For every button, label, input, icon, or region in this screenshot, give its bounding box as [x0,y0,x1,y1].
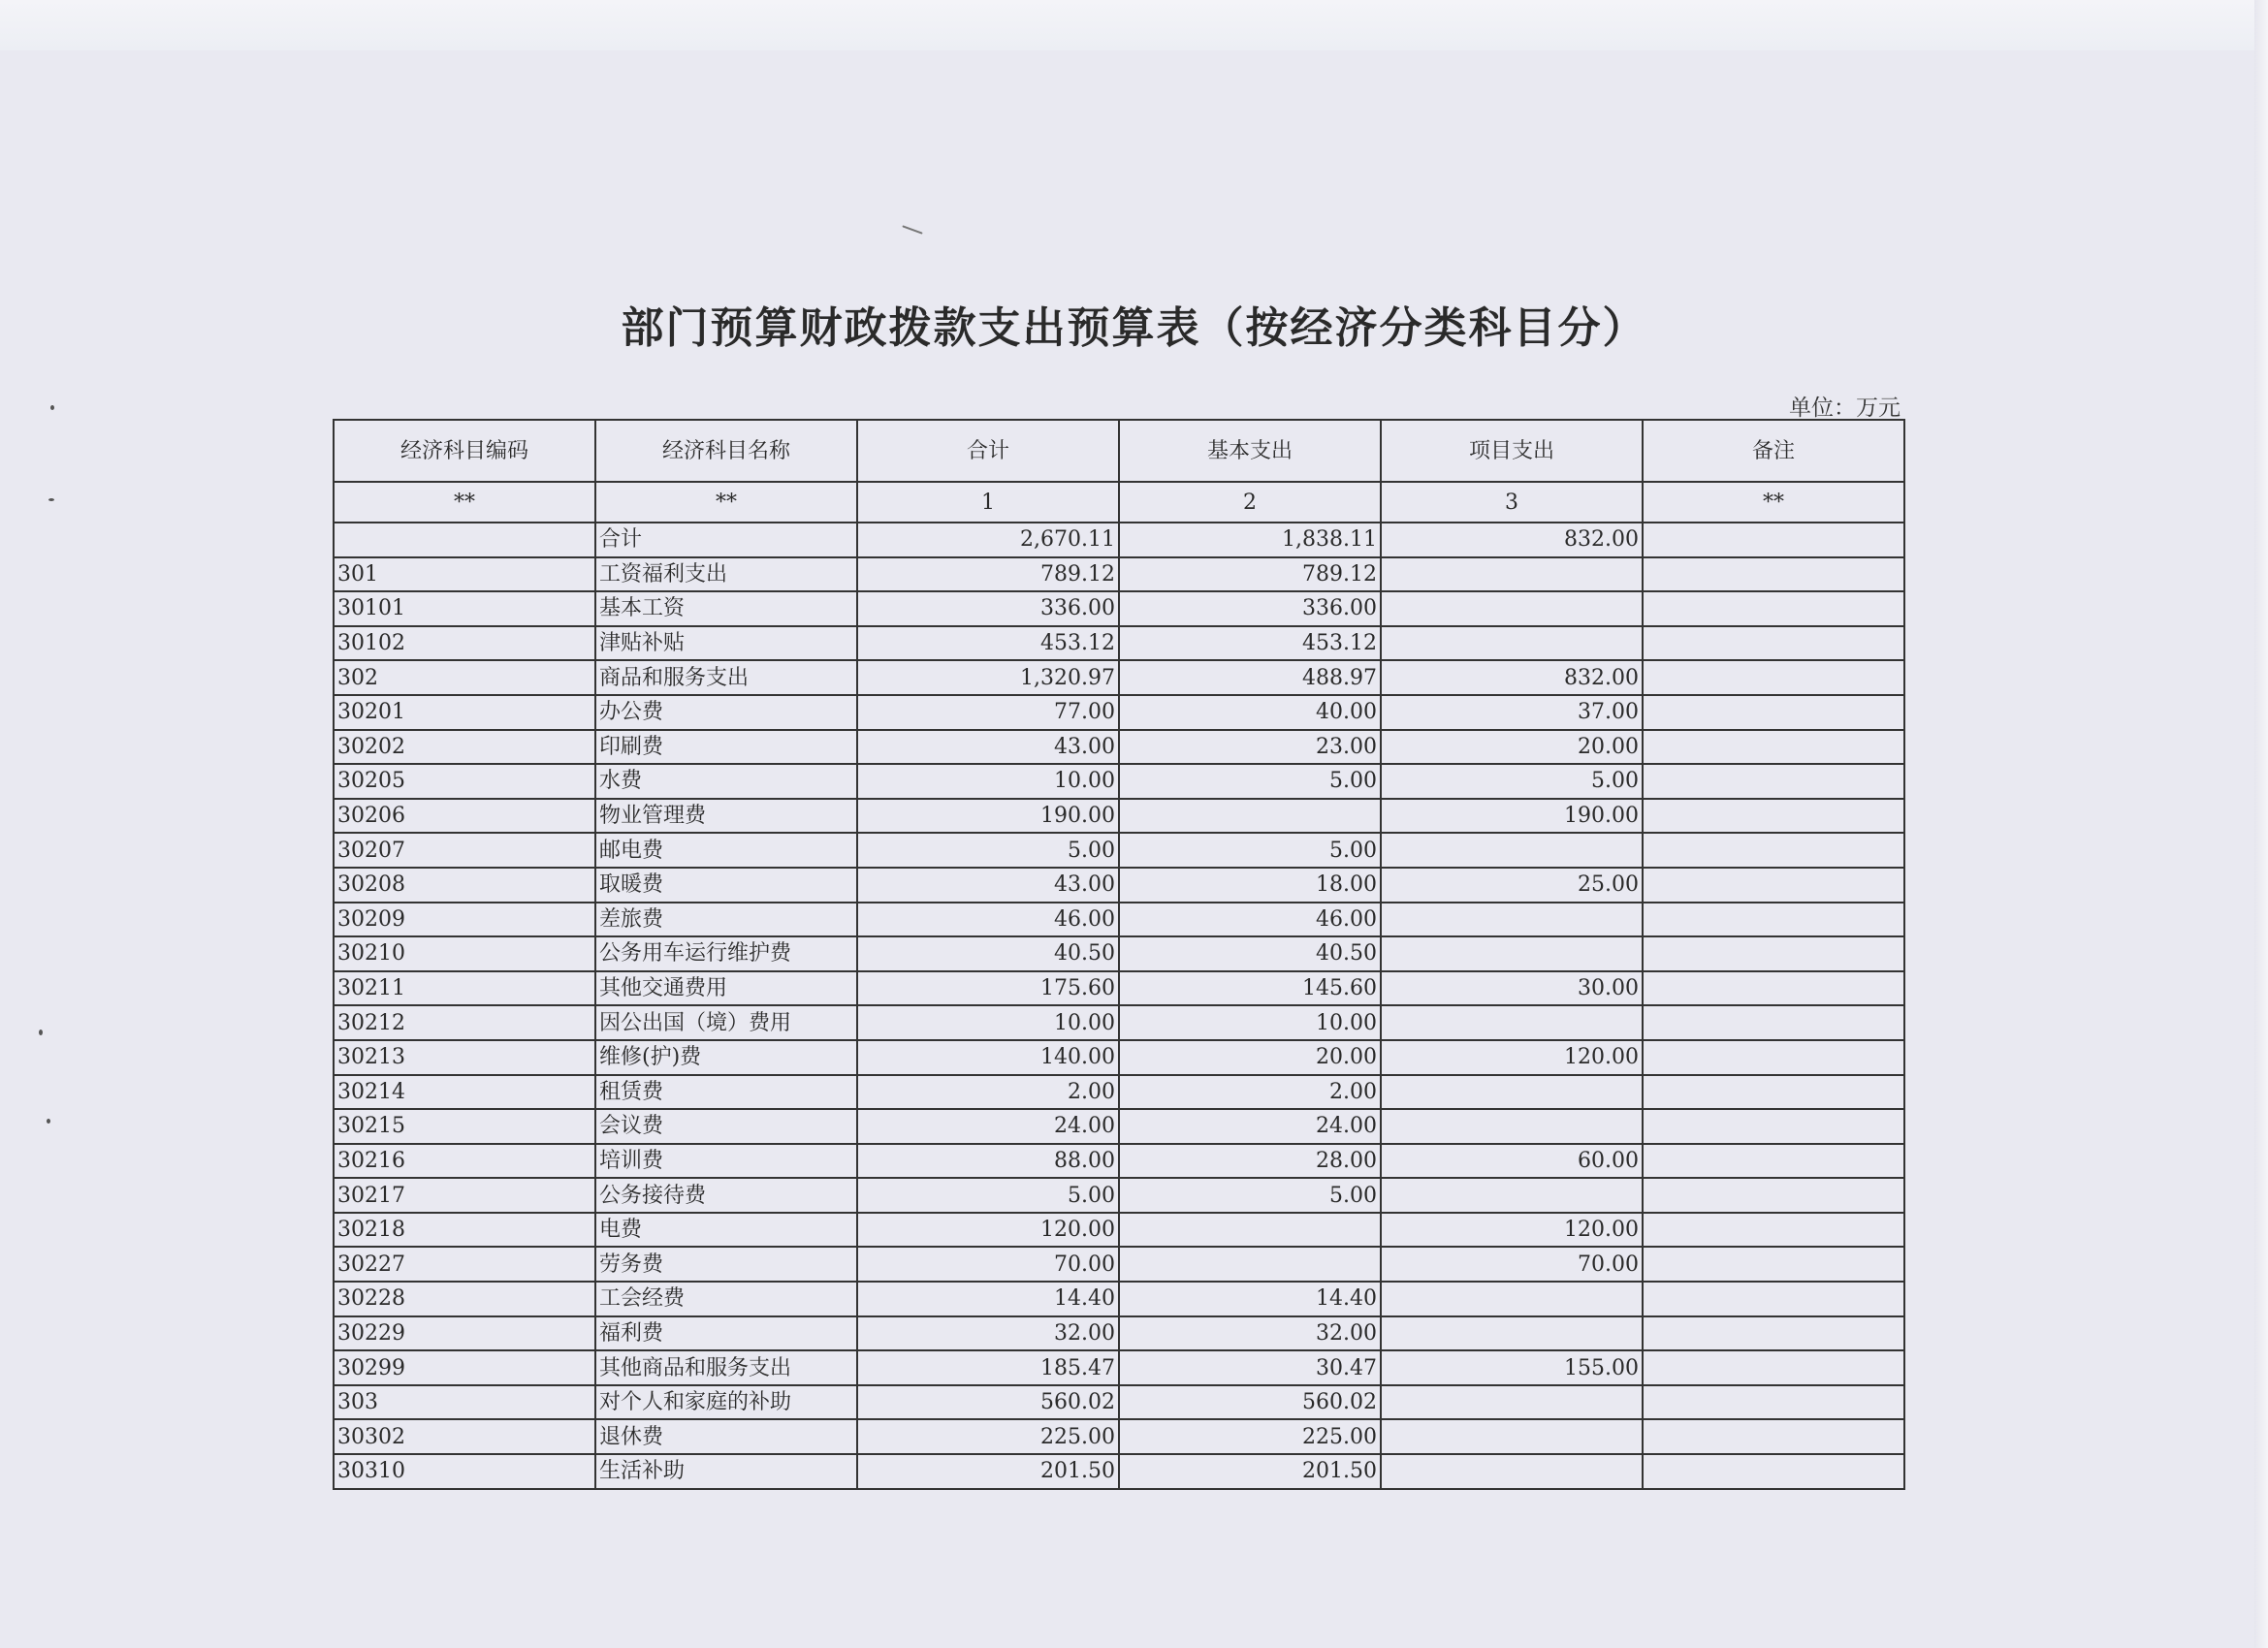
cell-note [1643,1385,1904,1420]
cell-note [1643,1040,1904,1075]
cell-code: 30227 [334,1247,595,1282]
table-row [334,1040,1904,1075]
cell-total: 70.00 [857,1247,1119,1282]
cell-code: 30210 [334,936,595,971]
cell-project [1381,1385,1643,1420]
cell-basic [1119,1213,1381,1248]
cell-project: 120.00 [1381,1213,1643,1248]
cell-total: 10.00 [857,764,1119,799]
column-header-total: 合计 [857,420,1119,482]
cell-code: 30208 [334,868,595,903]
table-row [334,1419,1904,1454]
table-row [334,523,1904,557]
cell-note [1643,1454,1904,1489]
cell-basic: 23.00 [1119,730,1381,765]
table-row [334,1350,1904,1385]
cell-basic: 46.00 [1119,903,1381,937]
cell-code: 30310 [334,1454,595,1489]
cell-total: 2.00 [857,1075,1119,1110]
index-cell: 3 [1381,482,1643,523]
cell-basic: 24.00 [1119,1109,1381,1144]
cell-basic: 5.00 [1119,1178,1381,1213]
table-row [334,626,1904,661]
unit-label: 单位：万元 [1789,396,1901,421]
cell-basic: 28.00 [1119,1144,1381,1179]
cell-note [1643,1178,1904,1213]
cell-note [1643,1109,1904,1144]
cell-total: 120.00 [857,1213,1119,1248]
cell-note [1643,868,1904,903]
cell-note [1643,764,1904,799]
cell-basic [1119,1247,1381,1282]
cell-project: 60.00 [1381,1144,1643,1179]
cell-note [1643,1419,1904,1454]
cell-note [1643,903,1904,937]
cell-note [1643,1213,1904,1248]
cell-project: 832.00 [1381,660,1643,695]
table-row [334,1213,1904,1248]
cell-basic: 336.00 [1119,591,1381,626]
cell-total: 10.00 [857,1005,1119,1040]
cell-code: 30213 [334,1040,595,1075]
scan-edge-top [0,0,2268,50]
cell-basic: 789.12 [1119,557,1381,592]
cell-name: 培训费 [595,1144,857,1179]
cell-basic: 560.02 [1119,1385,1381,1420]
table-row [334,868,1904,903]
cell-code: 30211 [334,971,595,1006]
cell-project: 155.00 [1381,1350,1643,1385]
table-row [334,936,1904,971]
index-cell: 2 [1119,482,1381,523]
cell-total: 185.47 [857,1350,1119,1385]
cell-basic: 10.00 [1119,1005,1381,1040]
cell-name: 印刷费 [595,730,857,765]
cell-project: 5.00 [1381,764,1643,799]
table-body [334,523,1904,1489]
scan-speck [47,1119,50,1124]
cell-name: 公务接待费 [595,1178,857,1213]
cell-note [1643,591,1904,626]
cell-note [1643,730,1904,765]
cell-note [1643,1144,1904,1179]
cell-code: 30229 [334,1316,595,1351]
cell-note [1643,1075,1904,1110]
cell-basic: 32.00 [1119,1316,1381,1351]
cell-name: 取暖费 [595,868,857,903]
cell-project [1381,1005,1643,1040]
cell-code: 30209 [334,903,595,937]
cell-total: 201.50 [857,1454,1119,1489]
cell-basic: 488.97 [1119,660,1381,695]
cell-name: 维修(护)费 [595,1040,857,1075]
scan-edge-right [2254,0,2268,1648]
cell-name: 商品和服务支出 [595,660,857,695]
cell-basic: 5.00 [1119,764,1381,799]
cell-name: 物业管理费 [595,799,857,834]
cell-project [1381,1109,1643,1144]
cell-total: 190.00 [857,799,1119,834]
cell-note [1643,660,1904,695]
scan-speck [39,1030,43,1035]
cell-project [1381,833,1643,868]
cell-project [1381,1419,1643,1454]
cell-name: 其他交通费用 [595,971,857,1006]
cell-name: 因公出国（境）费用 [595,1005,857,1040]
table-row [334,695,1904,730]
column-header-note: 备注 [1643,420,1904,482]
table-row [334,730,1904,765]
cell-code: 30206 [334,799,595,834]
cell-code: 30205 [334,764,595,799]
table-row [334,1075,1904,1110]
table-row [334,971,1904,1006]
cell-note [1643,626,1904,661]
cell-code: 30299 [334,1350,595,1385]
cell-note [1643,971,1904,1006]
cell-total: 14.40 [857,1282,1119,1316]
cell-name: 邮电费 [595,833,857,868]
table-row [334,1454,1904,1489]
cell-code: 30218 [334,1213,595,1248]
cell-note [1643,1005,1904,1040]
cell-note [1643,833,1904,868]
cell-basic: 2.00 [1119,1075,1381,1110]
cell-code: 302 [334,660,595,695]
table-row [334,1178,1904,1213]
cell-note [1643,557,1904,592]
cell-note [1643,936,1904,971]
cell-total: 2,670.11 [857,523,1119,557]
cell-basic: 225.00 [1119,1419,1381,1454]
cell-project [1381,903,1643,937]
cell-project: 832.00 [1381,523,1643,557]
cell-project: 190.00 [1381,799,1643,834]
cell-basic [1119,799,1381,834]
cell-name: 合计 [595,523,857,557]
cell-code: 30228 [334,1282,595,1316]
cell-project [1381,1075,1643,1110]
table-row [334,833,1904,868]
page-title: 部门预算财政拨款支出预算表（按经济分类科目分） [621,303,1647,353]
cell-code: 30201 [334,695,595,730]
table-row [334,1144,1904,1179]
cell-basic: 14.40 [1119,1282,1381,1316]
cell-code: 30207 [334,833,595,868]
cell-basic: 40.50 [1119,936,1381,971]
scan-speck [50,405,54,410]
cell-total: 5.00 [857,1178,1119,1213]
index-row [334,482,1904,523]
cell-basic: 5.00 [1119,833,1381,868]
cell-code [334,523,595,557]
cell-total: 77.00 [857,695,1119,730]
cell-basic: 18.00 [1119,868,1381,903]
cell-name: 其他商品和服务支出 [595,1350,857,1385]
cell-name: 差旅费 [595,903,857,937]
cell-total: 40.50 [857,936,1119,971]
index-cell: ** [334,482,595,523]
cell-total: 43.00 [857,868,1119,903]
cell-note [1643,799,1904,834]
cell-code: 30101 [334,591,595,626]
cell-total: 46.00 [857,903,1119,937]
cell-code: 30102 [334,626,595,661]
table-row [334,799,1904,834]
cell-note [1643,1350,1904,1385]
cell-name: 租赁费 [595,1075,857,1110]
cell-project [1381,626,1643,661]
column-header-project: 项目支出 [1381,420,1643,482]
cell-name: 会议费 [595,1109,857,1144]
cell-basic: 145.60 [1119,971,1381,1006]
table-row [334,660,1904,695]
header-row [334,420,1904,482]
cell-project [1381,1316,1643,1351]
cell-project: 25.00 [1381,868,1643,903]
cell-project [1381,936,1643,971]
table-row [334,1109,1904,1144]
cell-code: 30202 [334,730,595,765]
cell-basic: 453.12 [1119,626,1381,661]
scan-speck [48,498,54,501]
cell-code: 303 [334,1385,595,1420]
column-header-code: 经济科目编码 [334,420,595,482]
cell-note [1643,1247,1904,1282]
table-row [334,1247,1904,1282]
cell-code: 30212 [334,1005,595,1040]
index-cell: ** [1643,482,1904,523]
cell-name: 退休费 [595,1419,857,1454]
cell-total: 32.00 [857,1316,1119,1351]
table-row [334,557,1904,592]
cell-total: 453.12 [857,626,1119,661]
cell-total: 88.00 [857,1144,1119,1179]
table-row [334,1385,1904,1420]
cell-total: 336.00 [857,591,1119,626]
cell-total: 1,320.97 [857,660,1119,695]
column-header-basic: 基本支出 [1119,420,1381,482]
cell-code: 30217 [334,1178,595,1213]
cell-name: 公务用车运行维护费 [595,936,857,971]
cell-basic: 201.50 [1119,1454,1381,1489]
cell-code: 30216 [334,1144,595,1179]
cell-project [1381,1454,1643,1489]
cell-total: 24.00 [857,1109,1119,1144]
cell-project: 120.00 [1381,1040,1643,1075]
cell-name: 电费 [595,1213,857,1248]
cell-total: 43.00 [857,730,1119,765]
cell-note [1643,695,1904,730]
cell-project: 70.00 [1381,1247,1643,1282]
cell-basic: 1,838.11 [1119,523,1381,557]
cell-project [1381,557,1643,592]
table-row [334,1316,1904,1351]
cell-basic: 20.00 [1119,1040,1381,1075]
cell-name: 工资福利支出 [595,557,857,592]
cell-code: 30302 [334,1419,595,1454]
cell-name: 水费 [595,764,857,799]
index-cell: ** [595,482,857,523]
cell-code: 301 [334,557,595,592]
table-row [334,1282,1904,1316]
cell-note [1643,1282,1904,1316]
cell-name: 生活补助 [595,1454,857,1489]
index-cell: 1 [857,482,1119,523]
cell-total: 789.12 [857,557,1119,592]
cell-note [1643,1316,1904,1351]
cell-total: 175.60 [857,971,1119,1006]
scan-speck [902,225,922,234]
cell-project: 30.00 [1381,971,1643,1006]
cell-project: 20.00 [1381,730,1643,765]
table-row [334,1005,1904,1040]
cell-name: 福利费 [595,1316,857,1351]
table-row [334,903,1904,937]
cell-name: 津贴补贴 [595,626,857,661]
cell-note [1643,523,1904,557]
budget-table [333,419,1905,1490]
cell-total: 140.00 [857,1040,1119,1075]
cell-name: 劳务费 [595,1247,857,1282]
cell-basic: 30.47 [1119,1350,1381,1385]
cell-project [1381,591,1643,626]
cell-project [1381,1282,1643,1316]
table-row [334,591,1904,626]
cell-basic: 40.00 [1119,695,1381,730]
cell-project: 37.00 [1381,695,1643,730]
cell-code: 30215 [334,1109,595,1144]
cell-project [1381,1178,1643,1213]
cell-name: 对个人和家庭的补助 [595,1385,857,1420]
cell-name: 基本工资 [595,591,857,626]
cell-total: 225.00 [857,1419,1119,1454]
table-row [334,764,1904,799]
cell-name: 办公费 [595,695,857,730]
cell-total: 5.00 [857,833,1119,868]
cell-code: 30214 [334,1075,595,1110]
cell-name: 工会经费 [595,1282,857,1316]
column-header-name: 经济科目名称 [595,420,857,482]
cell-total: 560.02 [857,1385,1119,1420]
